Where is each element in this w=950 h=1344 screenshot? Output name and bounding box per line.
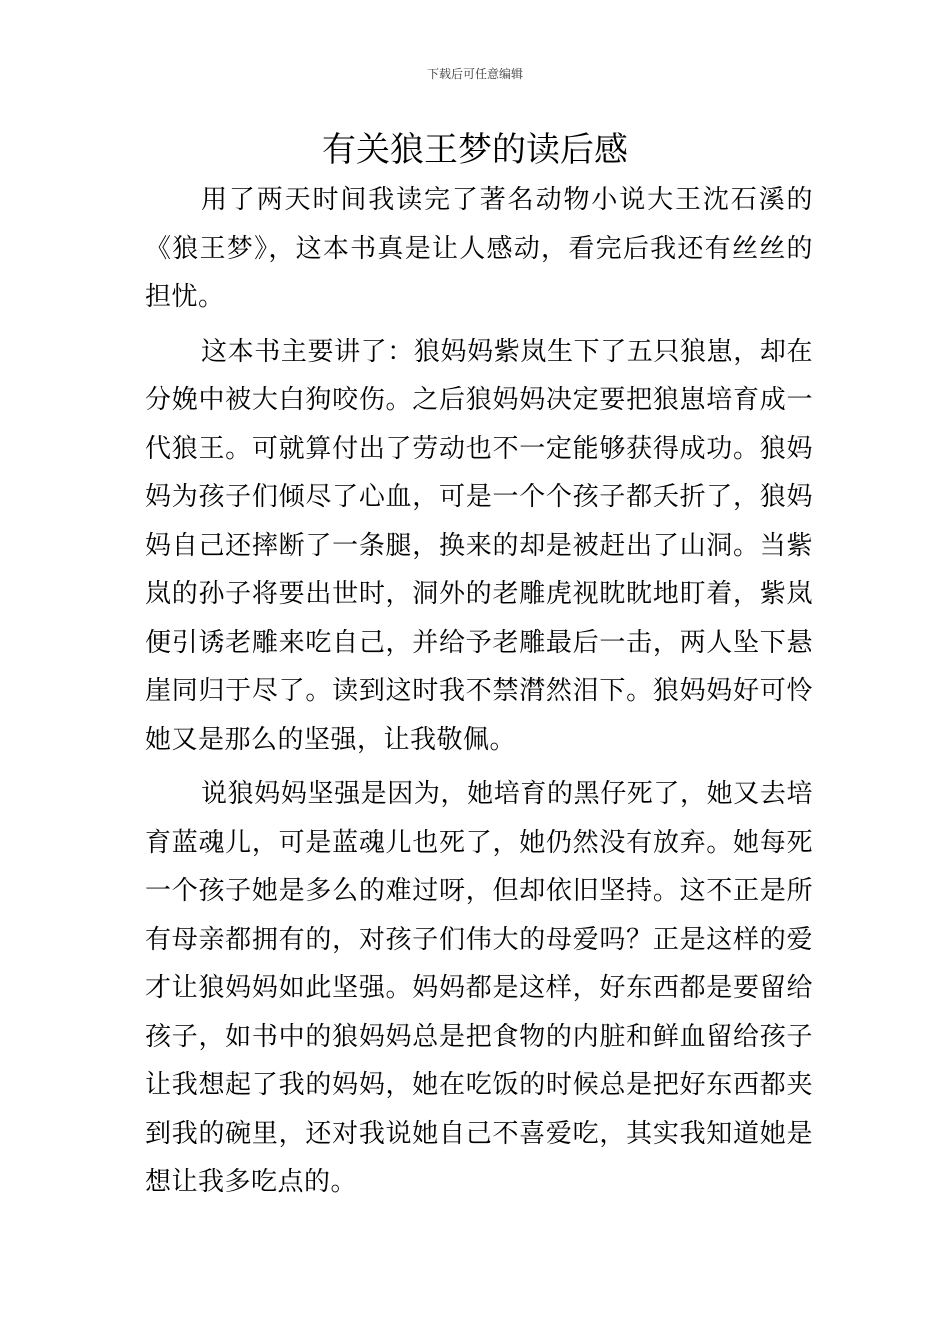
paragraph-1: 用了两天时间我读完了著名动物小说大王沈石溪的《狼王梦》，这本书真是让人感动，看完后我还有丝丝的担忧。 <box>145 185 813 312</box>
document-title: 有关狼王梦的读后感 <box>322 130 628 170</box>
paragraph-2: 这本书主要讲了：狼妈妈紫岚生下了五只狼崽，却在分娩中被大白狗咬伤。之后狼妈妈决定要把狼崽培育成一代狼王。可就算付出了劳动也不一定能够获得成功。狼妈妈为孩子们倾尽了心血，可是一个个孩子都夭折了，狼妈妈自己还摔断了一条腿，换来的却是被赶出了山洞。当紫岚的孙子将要出世时，洞外的老雕虎视眈眈地盯着，紫岚便引诱老雕来吃自己，并给予老雕最后一击，两人坠下悬崖同归于尽了。读到这时我不禁潸然泪下。狼妈妈好可怜她又是那么的坚强，让我敬佩。 <box>145 336 813 755</box>
paragraph-3: 说狼妈妈坚强是因为，她培育的黑仔死了，她又去培育蓝魂儿，可是蓝魂儿也死了，她仍然没有放弃。她每死一个孩子她是多么的难过呀，但却依旧坚持。这不正是所有母亲都拥有的，对孩子们伟大的母爱吗？正是这样的爱才让狼妈妈如此坚强。妈妈都是这样，好东西都是要留给孩子，如书中的狼妈妈总是把食物的内脏和鲜血留给孩子让我想起了我的妈妈，她在吃饭的时候总是把好东西都夹到我的碗里，还对我说她自己不喜爱吃，其实我知道她是想让我多吃点的。 <box>145 779 813 1197</box>
header-note: 下载后可任意编辑 <box>426 67 523 81</box>
document-body <box>145 176 813 1213</box>
